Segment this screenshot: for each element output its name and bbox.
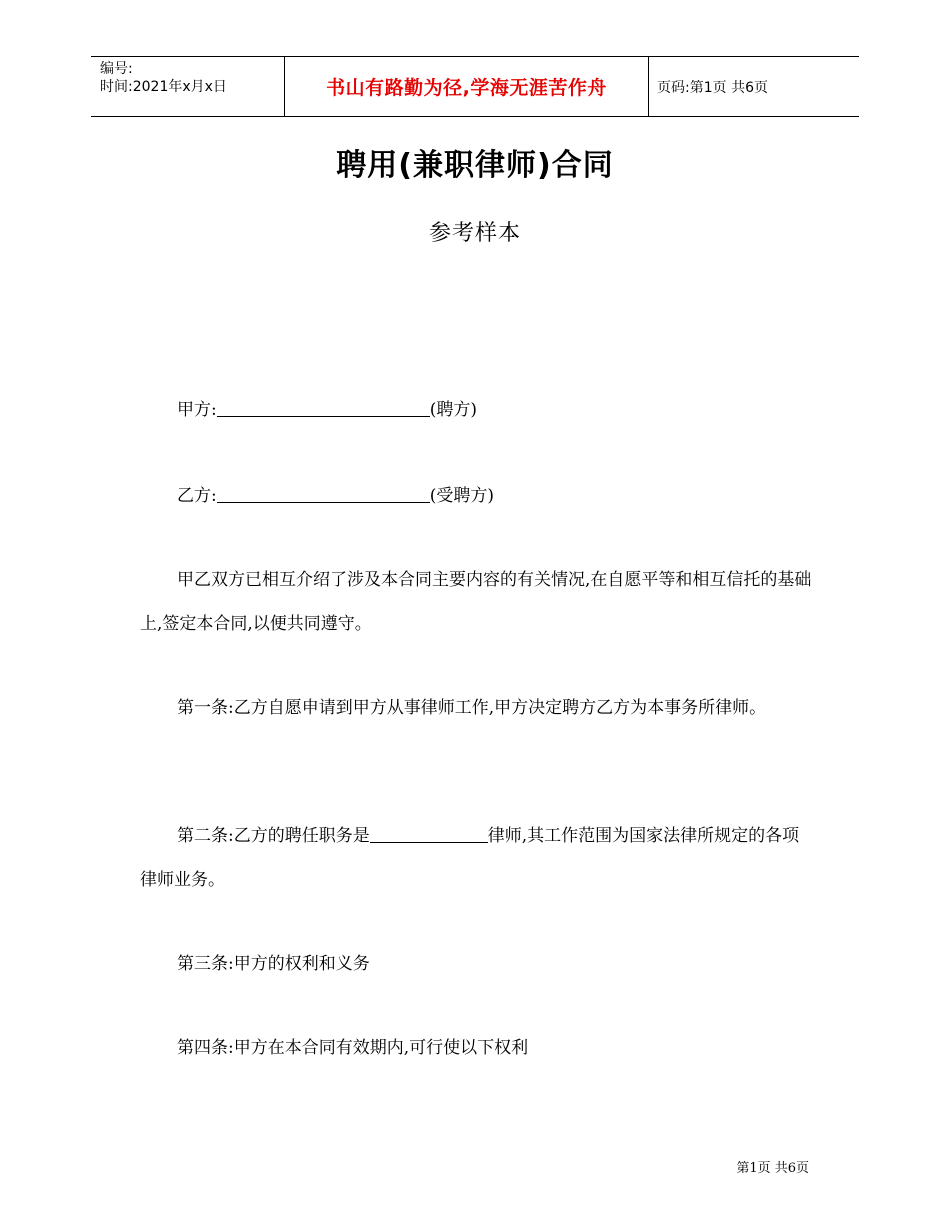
party-a-blank — [217, 398, 430, 417]
article-4: 第四条:甲方在本合同有效期内,可行使以下权利 — [177, 1038, 529, 1058]
article-2-end: 律师,其工作范围为国家法律所规定的各项律师业务。 — [140, 826, 800, 890]
article-2-blank — [370, 824, 488, 843]
party-b-blank — [217, 484, 430, 503]
document-header — [91, 56, 859, 117]
header-meta — [91, 57, 285, 116]
document-title: 聘用(兼职律师)合同 — [336, 148, 614, 183]
article-2-start: 第二条:乙方的聘任职务是 — [177, 826, 370, 846]
party-b-label: 乙方: — [177, 486, 217, 506]
intro-paragraph: 甲乙双方已相互介绍了涉及本合同主要内容的有关情况,在自愿平等和相互信托的基础上,签定本合同,以便共同遵守。 — [140, 570, 812, 634]
header-page-info: 页码:第1页 共6页 — [657, 79, 768, 96]
document-subtitle: 参考样本 — [428, 221, 521, 246]
party-a-label: 甲方: — [177, 400, 217, 420]
party-b-line — [177, 484, 494, 508]
party-a-role: (聘方) — [429, 400, 477, 420]
header-motto: 书山有路勤为径,学海无涯苦作舟 — [285, 57, 649, 116]
article-3: 第三条:甲方的权利和义务 — [177, 954, 370, 974]
article-1: 第一条:乙方自愿申请到甲方从事律师工作,甲方决定聘方乙方为本事务所律师。 — [177, 698, 767, 718]
time-label: 时间:2021年x月x日 — [100, 79, 227, 95]
article-2 — [140, 814, 812, 902]
footer-page-info: 第1页 共6页 — [736, 1161, 809, 1176]
party-a-line — [177, 398, 477, 422]
number-label: 编号: — [100, 61, 133, 77]
party-b-role: (受聘方) — [429, 486, 494, 506]
